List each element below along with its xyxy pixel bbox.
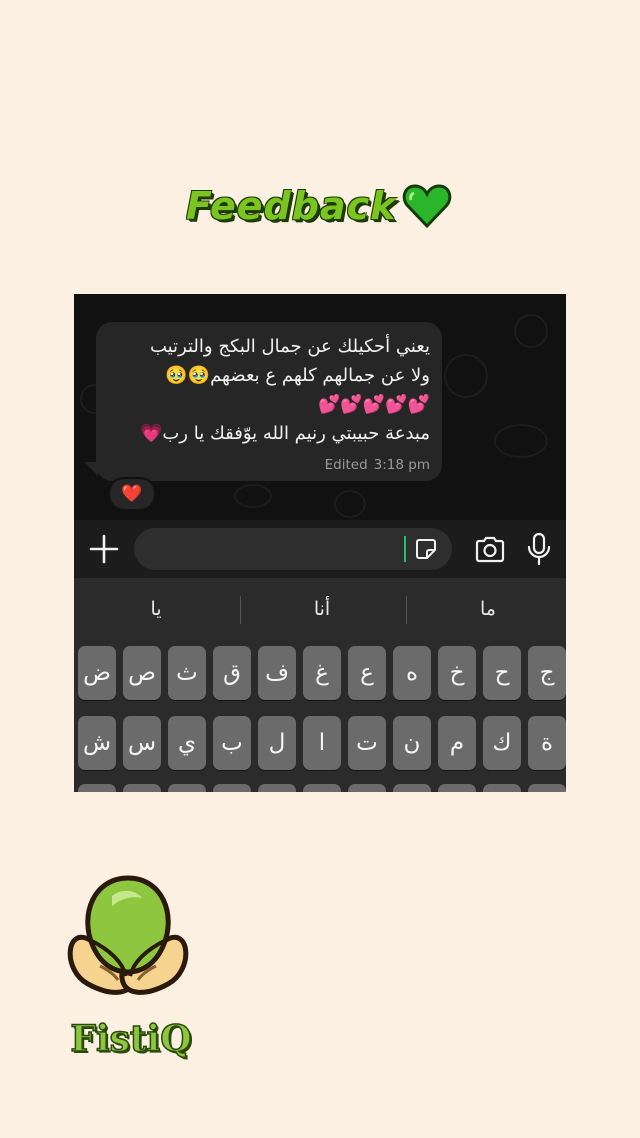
key[interactable]: ق (213, 646, 251, 700)
plus-icon[interactable] (88, 533, 120, 565)
pistachio-logo-icon (60, 870, 196, 1008)
key[interactable]: ع (348, 646, 386, 700)
key-partial[interactable] (258, 784, 296, 792)
feedback-title: Feedback (186, 184, 397, 228)
message-line: 💕💕💕💕💕 (317, 394, 430, 415)
key-partial[interactable] (123, 784, 161, 792)
suggestion-bar (74, 578, 566, 640)
key-partial[interactable] (348, 784, 386, 792)
message-meta (325, 457, 430, 473)
key-partial[interactable] (78, 784, 116, 792)
message-line: يعني أحكيلك عن جمال البكج والترتيب (149, 336, 430, 357)
message-bubble[interactable] (96, 322, 442, 481)
key[interactable]: ض (78, 646, 116, 700)
brand-name: FistiQ (70, 1018, 192, 1060)
camera-icon[interactable] (474, 534, 506, 564)
message-text (100, 332, 430, 448)
key[interactable]: ف (258, 646, 296, 700)
red-heart-icon: ❤️ (121, 484, 143, 504)
microphone-icon[interactable] (526, 532, 552, 566)
key[interactable]: غ (303, 646, 341, 700)
key-partial[interactable] (213, 784, 251, 792)
green-heart-icon (402, 183, 452, 229)
message-time: 3:18 pm (373, 457, 430, 473)
key-partial[interactable] (438, 784, 476, 792)
key[interactable]: ن (393, 716, 431, 770)
key-partial[interactable] (483, 784, 521, 792)
suggestion[interactable]: يا (150, 598, 162, 620)
key[interactable]: ج (528, 646, 566, 700)
chat-screenshot (74, 294, 566, 792)
key-partial[interactable] (303, 784, 341, 792)
message-line: ولا عن جمالهم كلهم ع بعضهم🥹🥹 (165, 365, 430, 386)
key[interactable]: خ (438, 646, 476, 700)
suggestion[interactable]: أنا (313, 598, 331, 620)
doodle (514, 314, 548, 348)
doodle (444, 354, 488, 398)
message-input[interactable] (134, 528, 452, 570)
key[interactable]: ح (483, 646, 521, 700)
key[interactable]: ل (258, 716, 296, 770)
key[interactable]: ت (348, 716, 386, 770)
edited-label: Edited (324, 457, 368, 473)
doodle (494, 424, 548, 458)
sticker-icon[interactable] (414, 537, 438, 561)
key[interactable]: ة (528, 716, 566, 770)
message-line: مبدعة حبيبتي رنيم الله يوّفقك يا رب💗 (139, 423, 430, 444)
key-partial[interactable] (168, 784, 206, 792)
doodle (334, 490, 366, 518)
key[interactable]: ك (483, 716, 521, 770)
text-caret (404, 536, 406, 562)
key[interactable]: ث (168, 646, 206, 700)
key[interactable]: ي (168, 716, 206, 770)
key[interactable]: ش (78, 716, 116, 770)
suggestion[interactable]: ما (480, 598, 496, 620)
message-input-bar (74, 520, 566, 578)
feedback-header (186, 180, 452, 232)
key-partial[interactable] (393, 784, 431, 792)
key-partial[interactable] (528, 784, 566, 792)
key[interactable]: ه (393, 646, 431, 700)
reaction-badge[interactable] (108, 477, 156, 511)
bubble-tail (84, 462, 98, 476)
key[interactable]: ب (213, 716, 251, 770)
key[interactable]: ص (123, 646, 161, 700)
doodle (234, 484, 272, 508)
key[interactable]: س (123, 716, 161, 770)
key[interactable]: م (438, 716, 476, 770)
key[interactable]: ا (303, 716, 341, 770)
keyboard (74, 578, 566, 792)
